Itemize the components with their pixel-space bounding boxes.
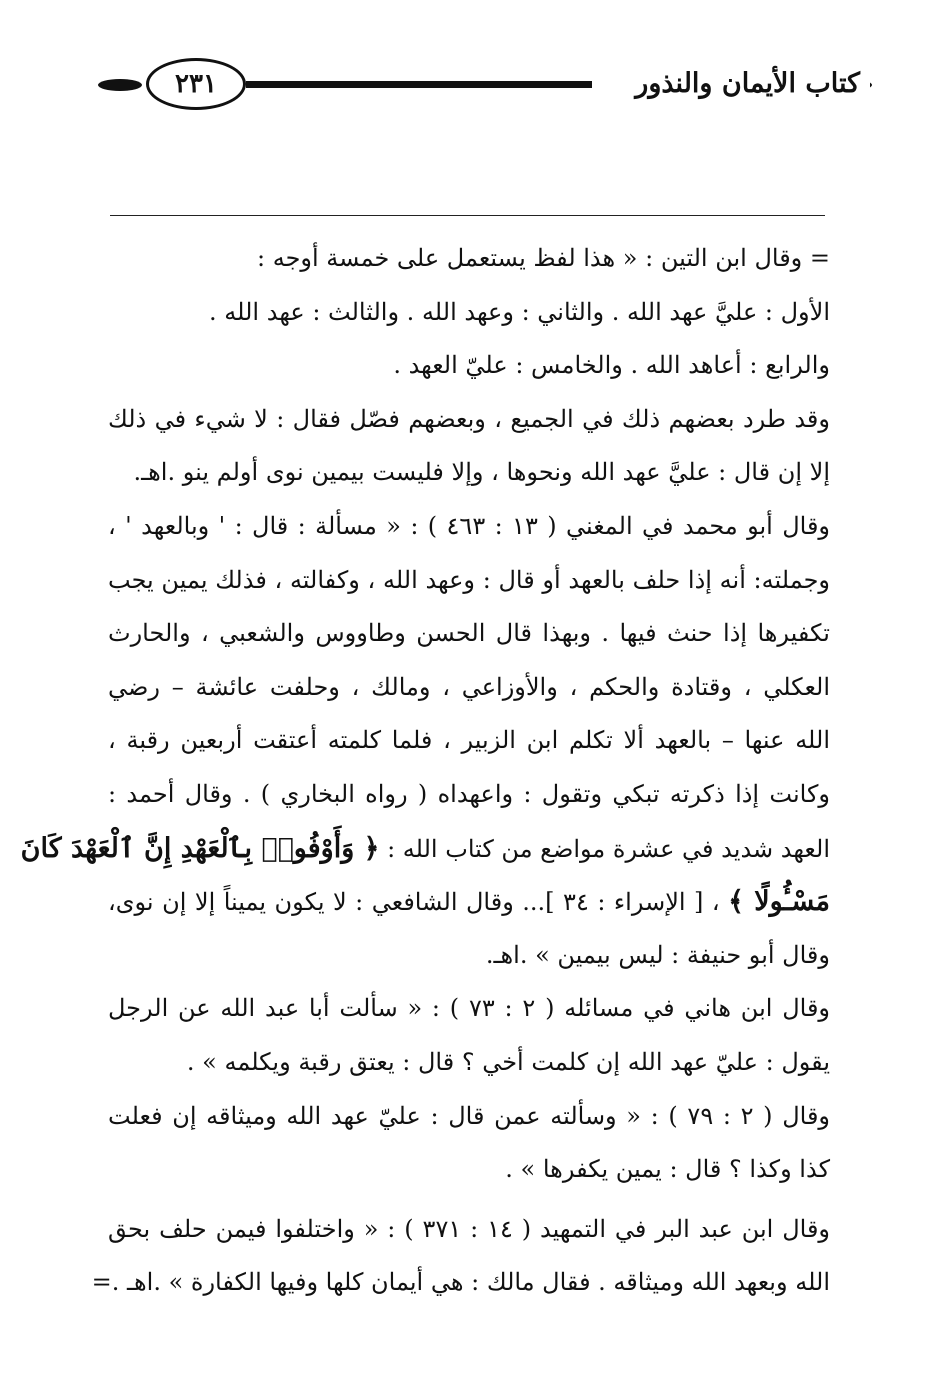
book-title: كتاب الأيمان والنذور bbox=[625, 62, 870, 106]
page-number-text: ٢٣١ bbox=[175, 69, 217, 99]
quran-line-1 bbox=[20, 822, 830, 876]
text-before-verse: العهد شديد في عشرة مواضع من كتاب الله : bbox=[379, 834, 830, 863]
text-line: وقال ( ٢ : ٧٩ ) : « وسألته عمن قال : عليّ عهد الله وميثاقه إن فعلت bbox=[108, 1101, 831, 1130]
header-rule bbox=[246, 81, 592, 88]
text-line: = وقال ابن التين : « هذا لفظ يستعمل على خمسة أوجه : bbox=[256, 244, 830, 272]
text-line: العكلي ، وقتادة والحكم ، والأوزاعي ، ومالك ، وحلفت عائشة – رضي bbox=[108, 672, 830, 701]
text-line: إلا إن قال : عليَّ عهد الله ونحوها ، وإلا فليست بيمين نوى أولم ينو .اهـ. bbox=[133, 458, 830, 487]
text-line: الله وبعهد الله وميثاقه . فقال مالك : هي أيمان كلها وفيها الكفارة » .اهـ .= bbox=[91, 1268, 830, 1297]
text-line: وكانت إذا ذكرته تبكي وتقول : واعهداه ( رواه البخاري ) . وقال أحمد : bbox=[108, 779, 830, 808]
text-after-verse: ، [ الإسراء : ٣٤ ]... وقال الشافعي : لا يكون يميناً إلا إن نوى، bbox=[108, 888, 729, 917]
text-line: وقال ابن هاني في مسائله ( ٢ : ٧٣ ) : « سألت أبا عبد الله عن الرجل bbox=[108, 994, 831, 1023]
text-line: وقد طرد بعضهم ذلك في الجميع ، وبعضهم فصّل فقال : لا شيء في ذلك bbox=[108, 404, 830, 433]
page-number bbox=[146, 58, 246, 110]
text-line: يقول : عليّ عهد الله إن كلمت أخي ؟ قال : يعتق رقبة ويكلمه » . bbox=[186, 1047, 830, 1076]
text-line: الأول : عليَّ عهد الله . والثاني : وعهد الله . والثالث : عهد الله . bbox=[209, 297, 830, 326]
text-line: وقال أبو محمد في المغني ( ١٣ : ٤٦٣ ) : « مسألة : قال : ' وبالعهد ' ، bbox=[108, 511, 830, 540]
text-line: الله عنها – بالعهد ألا تكلم ابن الزبير ، فلما كلمته أعتقت أربعين رقبة ، bbox=[108, 726, 830, 755]
text-line: وقال أبو حنيفة : ليس بيمين » .اهـ. bbox=[485, 940, 830, 969]
header-left-ornament bbox=[98, 79, 142, 91]
quran-verse-part-2: مَسْـُٔولًا ﴾ bbox=[728, 886, 831, 918]
text-line: وجملته: أنه إذا حلف بالعهد أو قال : وعهد الله ، وكفالته ، فذلك يمين يجب bbox=[108, 565, 830, 594]
quran-line-2 bbox=[108, 875, 830, 929]
text-line: كذا وكذا ؟ قال : يمين يكفرها » . bbox=[505, 1155, 830, 1184]
text-line: وقال ابن عبد البر في التمهيد ( ١٤ : ٣٧١ ) : « واختلفوا فيمن حلف بحق bbox=[108, 1214, 831, 1243]
text-line: والرابع : أعاهد الله . والخامس : عليّ العهد . bbox=[393, 351, 830, 380]
quran-verse-part-1: ﴿ وَأَوْفُوا۟ بِٱلْعَهْدِ إِنَّ ٱلْعَهْدَ كَانَ bbox=[20, 832, 380, 864]
page-header bbox=[0, 0, 950, 140]
footnote-text bbox=[20, 232, 831, 1310]
footnote-separator bbox=[110, 215, 825, 216]
text-line: تكفيرها إذا حنث فيها . وبهذا قال الحسن وطاووس والشعبي ، والحارث bbox=[108, 619, 830, 648]
